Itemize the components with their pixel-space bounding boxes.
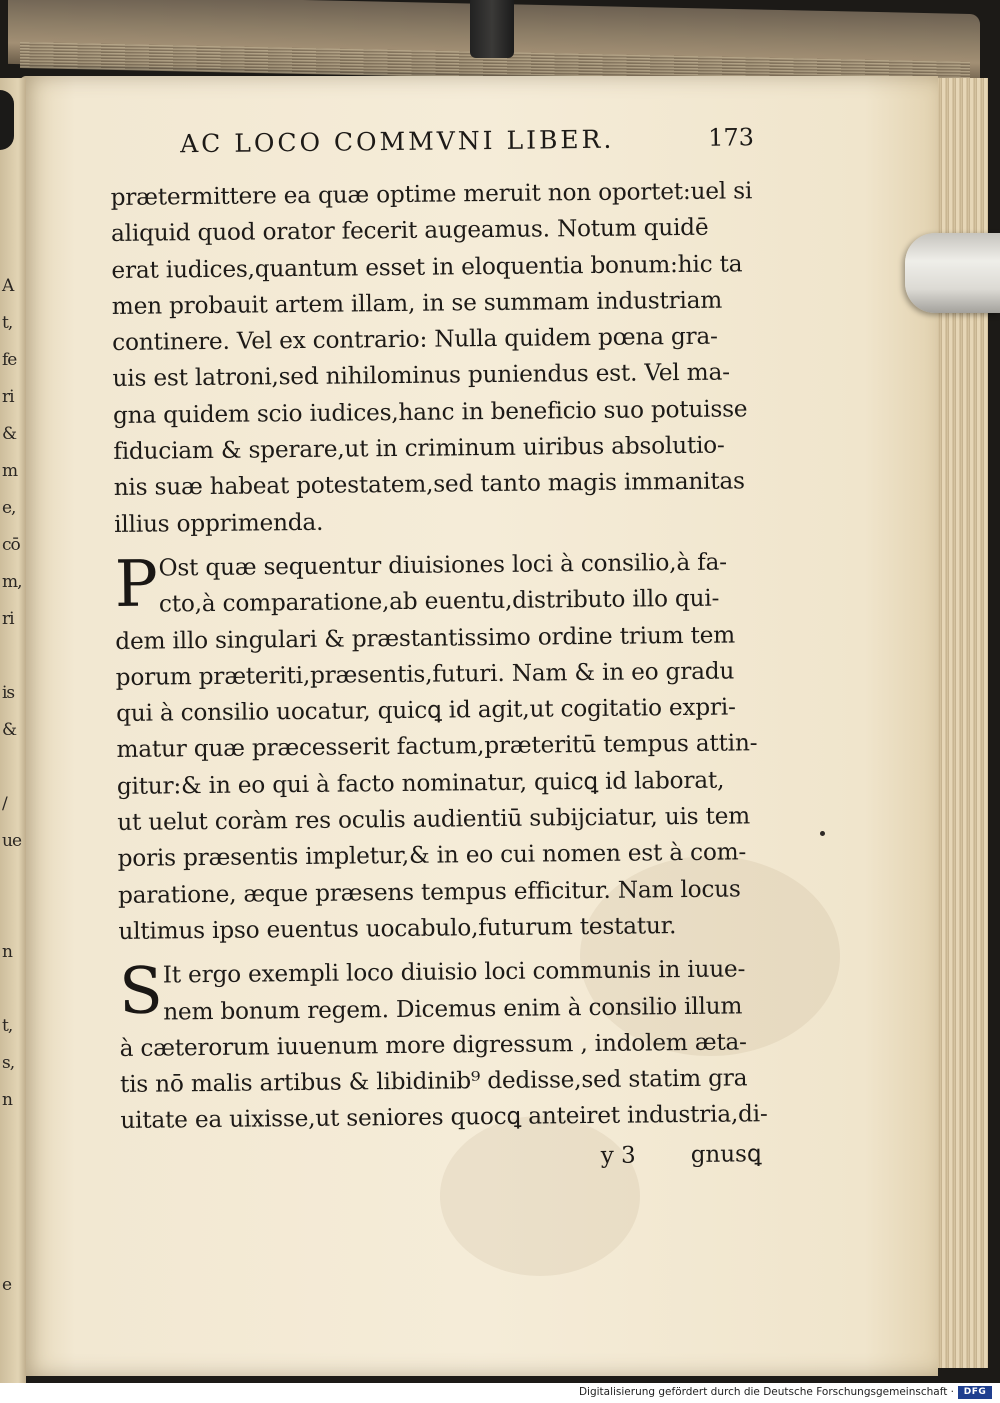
text-line: nis suæ habeat potestatem,sed tanto magis immanitas bbox=[113, 467, 745, 502]
page-marker-clip bbox=[905, 233, 1000, 313]
dfg-logo: DFG bbox=[958, 1386, 992, 1399]
drop-cap-initial: P bbox=[114, 547, 159, 622]
text-line: It ergo exempli loco diuisio loci communis in iuue- bbox=[162, 955, 746, 989]
paragraph-2 bbox=[114, 544, 788, 950]
paragraph-3 bbox=[119, 951, 791, 1139]
text-line: Ost quæ sequentur diuisiones loci à consilio,à fa- bbox=[158, 548, 727, 582]
page-header bbox=[110, 123, 780, 180]
text-line: aliquid quod orator fecerit augeamus. Notum quidē bbox=[110, 214, 709, 248]
previous-page-edge bbox=[0, 78, 26, 1383]
text-line: qui à consilio uocatur, quicꝗ id agit,ut cogitatio expri- bbox=[115, 693, 736, 728]
gutter-shadow bbox=[0, 90, 14, 150]
text-line: dem illo singulari & præstantissimo ordine trium tem bbox=[115, 621, 736, 655]
text-line: ut uelut coràm res oculis audientiū subijciatur, uis tem bbox=[117, 802, 751, 837]
text-line: ultimus ipso euentus uocabulo,futurum testatur. bbox=[118, 912, 677, 945]
text-line: continere. Vel ex contrario: Nulla quidem pœna gra- bbox=[112, 322, 718, 357]
page-text-block bbox=[110, 123, 791, 1180]
running-head: AC LOCO COMMVNI LIBER. bbox=[179, 124, 615, 159]
catchword: gnusꝗ bbox=[690, 1140, 762, 1168]
text-line: illius opprimenda. bbox=[113, 508, 324, 538]
text-line: tis nō malis artibus & libidinib⁹ dedisse,sed statim gra bbox=[119, 1064, 748, 1099]
previous-page-text: A t, fe ri & m e, cō m, ri is & / ue n t, s, n e bbox=[2, 276, 22, 1295]
text-line: fiduciam & sperare,ut in criminum uiribus absolutio- bbox=[113, 431, 725, 466]
text-line: cto,à comparatione,ab euentu,distributo illo qui- bbox=[158, 584, 720, 618]
page-footer-line bbox=[121, 1133, 791, 1180]
text-line: matur quæ præcesserit factum,præteritū tempus attin- bbox=[116, 729, 758, 764]
book-clasp bbox=[470, 0, 514, 58]
folio-number: 173 bbox=[707, 123, 755, 152]
text-line: nem bonum regem. Dicemus enim à consilio illum bbox=[163, 991, 743, 1026]
text-line: uitate ea uixisse,ut seniores quocꝗ anteiret industria,di- bbox=[120, 1100, 768, 1135]
text-line: poris præsentis impletur,& in eo cui nomen est à com- bbox=[117, 838, 747, 873]
text-line: uis est latroni,sed nihilominus puniendus est. Vel ma- bbox=[112, 359, 730, 393]
text-line: gna quidem scio iudices,hanc in beneficio suo potuisse bbox=[112, 395, 748, 429]
ink-dot bbox=[820, 831, 825, 836]
text-line: prætermittere ea quæ optime meruit non oportet:uel si bbox=[110, 177, 753, 211]
text-line: erat iudices,quantum esset in eloquentia bonum:hic ta bbox=[111, 249, 743, 284]
paragraph-1 bbox=[111, 173, 785, 543]
drop-cap-initial: S bbox=[118, 954, 164, 1030]
digitization-footer bbox=[0, 1383, 1000, 1403]
funding-credit: Digitalisierung gefördert durch die Deutsche Forschungsgemeinschaft · bbox=[578, 1386, 954, 1398]
signature-mark: y 3 bbox=[600, 1142, 636, 1169]
text-line: porum præteriti,præsentis,futuri. Nam & in eo gradu bbox=[115, 657, 735, 691]
text-line: à cæterorum iuuenum more digressum , indolem æta- bbox=[119, 1028, 747, 1062]
text-line: gitur:& in eo qui à facto nominatur, quicꝗ id laborat, bbox=[116, 766, 725, 800]
text-line: men probauit artem illam, in se summam industriam bbox=[111, 286, 723, 320]
text-line: paratione, æque præsens tempus efficitur. Nam locus bbox=[117, 875, 741, 909]
